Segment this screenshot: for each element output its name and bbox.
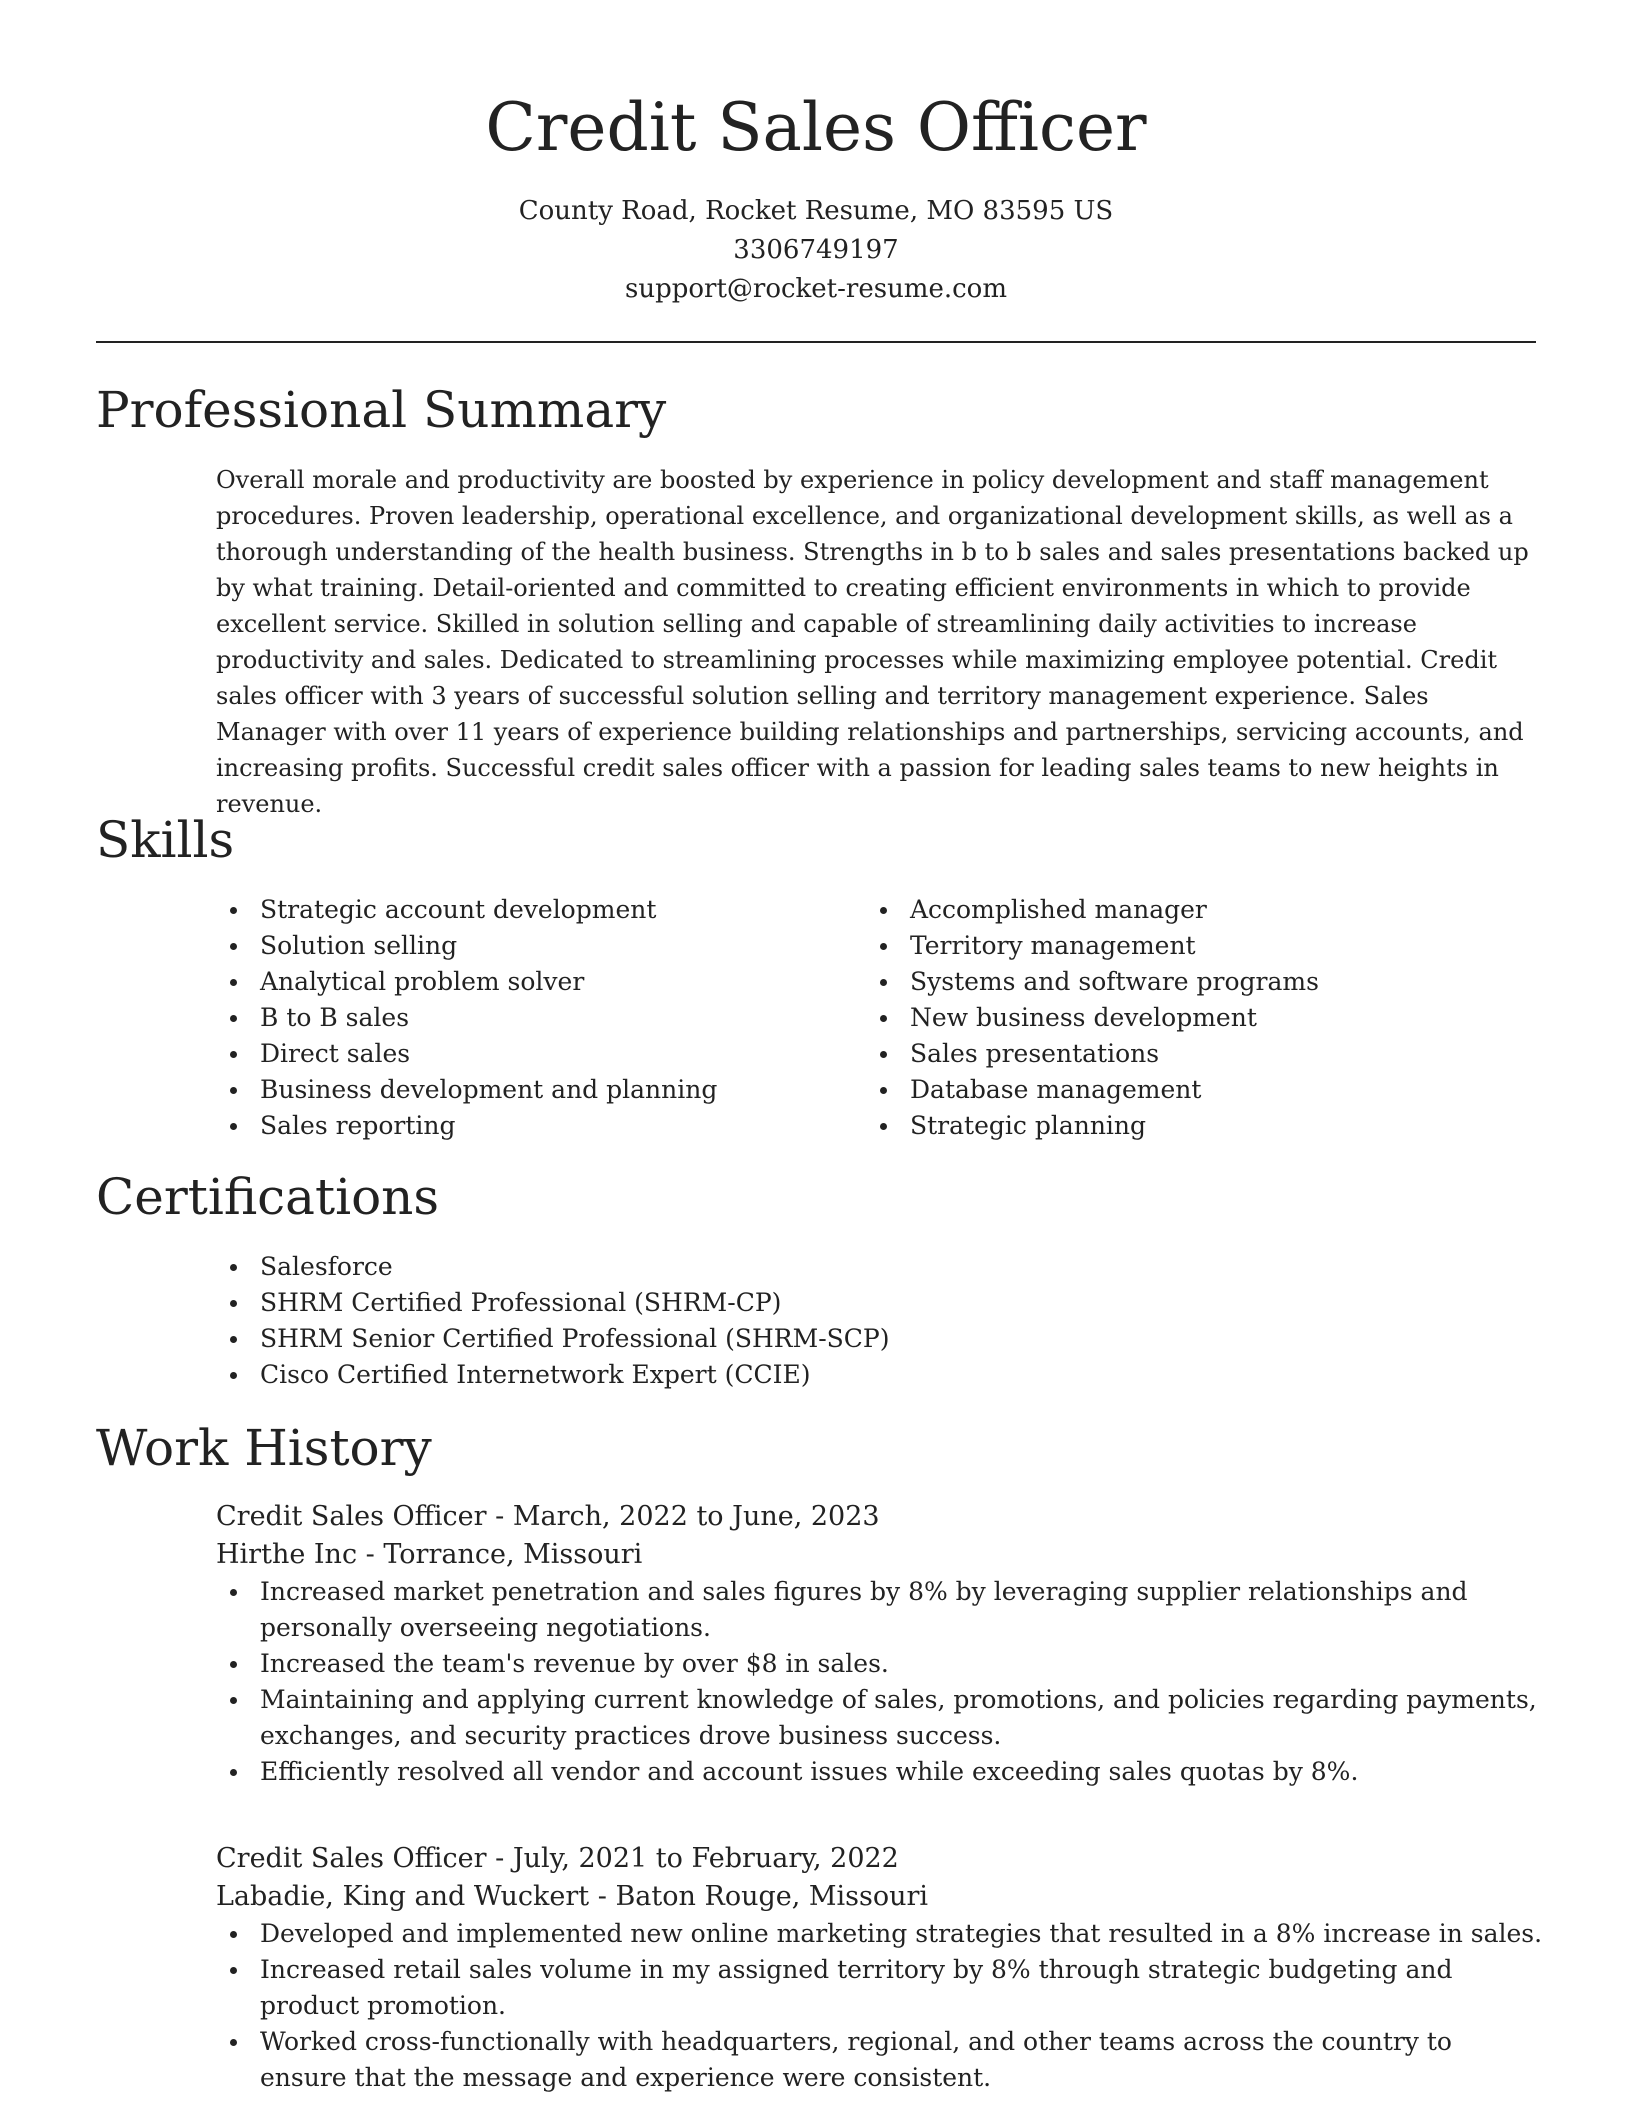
skill-item: New business development (866, 1000, 1486, 1036)
job-bullets (216, 1574, 1546, 1790)
skill-item: Strategic account development (216, 892, 836, 928)
skills-list-right (866, 892, 1486, 1144)
job-bullet: Efficiently resolved all vendor and account issues while exceeding sales quotas by 8%. (216, 1754, 1546, 1790)
skill-item: Sales reporting (216, 1108, 836, 1144)
job-bullet: Worked cross-functionally with headquarters, regional, and other teams across the country to ensure that the message and experience were consistent. (216, 2024, 1546, 2096)
job-bullets (216, 1916, 1546, 2096)
skill-item: Sales presentations (866, 1036, 1486, 1072)
job-title-line (216, 1498, 1546, 1536)
job-bullet: Maintaining and applying current knowledge of sales, promotions, and policies regarding payments, exchanges, and security practices drove business success. (216, 1682, 1546, 1754)
skill-item: Systems and software programs (866, 964, 1486, 1000)
separator: - (495, 1501, 513, 1532)
job-entry (216, 1498, 1546, 1790)
job-company-line (216, 1536, 1546, 1574)
skill-item: Solution selling (216, 928, 836, 964)
separator: - (365, 1539, 384, 1570)
certifications-block (216, 1249, 1536, 1393)
job-bullet: Developed and implemented new online marketing strategies that resulted in a 8% increase in sales. (216, 1916, 1546, 1952)
skill-item: Business development and planning (216, 1072, 836, 1108)
contact-block (0, 192, 1632, 309)
job-entry (216, 1840, 1546, 2096)
certification-item: SHRM Certified Professional (SHRM-CP) (216, 1285, 1536, 1321)
section-title-certifications: Certifications (96, 1168, 440, 1226)
skill-item: Accomplished manager (866, 892, 1486, 928)
job-title-line (216, 1840, 1546, 1878)
skill-item: Strategic planning (866, 1108, 1486, 1144)
skills-column-right (866, 892, 1486, 1144)
section-title-skills: Skills (96, 811, 235, 869)
section-title-work-history: Work History (96, 1419, 432, 1477)
skills-list-left (216, 892, 836, 1144)
certification-item: Salesforce (216, 1249, 1536, 1285)
separator: - (495, 1843, 513, 1874)
separator: - (597, 1881, 616, 1912)
job-bullet: Increased market penetration and sales figures by 8% by leveraging supplier relationships and personally overseeing negotiations. (216, 1574, 1546, 1646)
section-title-summary: Professional Summary (96, 381, 667, 439)
certification-item: SHRM Senior Certified Professional (SHRM-SCP) (216, 1321, 1536, 1357)
skill-item: Analytical problem solver (216, 964, 836, 1000)
job-role: Credit Sales Officer (216, 1843, 487, 1874)
job-bullet: Increased retail sales volume in my assigned territory by 8% through strategic budgeting and product promotion. (216, 1952, 1546, 2024)
job-dates: July, 2021 to February, 2022 (512, 1843, 899, 1874)
job-dates: March, 2022 to June, 2023 (512, 1501, 880, 1532)
job-company: Labadie, King and Wuckert (216, 1881, 590, 1912)
skill-item: Territory management (866, 928, 1486, 964)
candidate-name: Credit Sales Officer (485, 89, 1147, 166)
header-divider (96, 341, 1536, 343)
skill-item: Direct sales (216, 1036, 836, 1072)
skill-item: B to B sales (216, 1000, 836, 1036)
email: support@rocket-resume.com (624, 274, 1007, 304)
job-company-line (216, 1878, 1546, 1916)
job-bullet: Increased the team's revenue by over $8 in sales. (216, 1646, 1546, 1682)
job-location: Baton Rouge, Missouri (615, 1881, 929, 1912)
certification-item: Cisco Certified Internetwork Expert (CCIE) (216, 1357, 1536, 1393)
address: County Road, Rocket Resume, MO 83595 US (518, 196, 1114, 226)
skills-column-left (216, 892, 836, 1144)
job-location: Torrance, Missouri (383, 1539, 643, 1570)
phone: 3306749197 (733, 235, 899, 265)
resume-header (0, 0, 1632, 309)
skill-item: Database management (866, 1072, 1486, 1108)
job-role: Credit Sales Officer (216, 1501, 487, 1532)
job-company: Hirthe Inc (216, 1539, 358, 1570)
certifications-list (216, 1249, 1536, 1393)
summary-text: Overall morale and productivity are boosted by experience in policy development and staff management procedures. Proven leadership, operational excellence, and organizational development skills, as well as a thorough understanding of the health business. Strengths in b to b sales and sales presentations backed up by what training. Detail-oriented and committed to creating efficient environments in which to provide excellent service. Skilled in solution selling and capable of streamlining daily activities to increase productivity and sales. Dedicated to streamlining processes while maximizing employee potential. Credit sales officer with 3 years of successful solution selling and territory management experience. Sales Manager with over 11 years of experience building relationships and partnerships, servicing accounts, and increasing profits. Successful credit sales officer with a passion for leading sales teams to new heights in revenue. (216, 466, 1529, 818)
